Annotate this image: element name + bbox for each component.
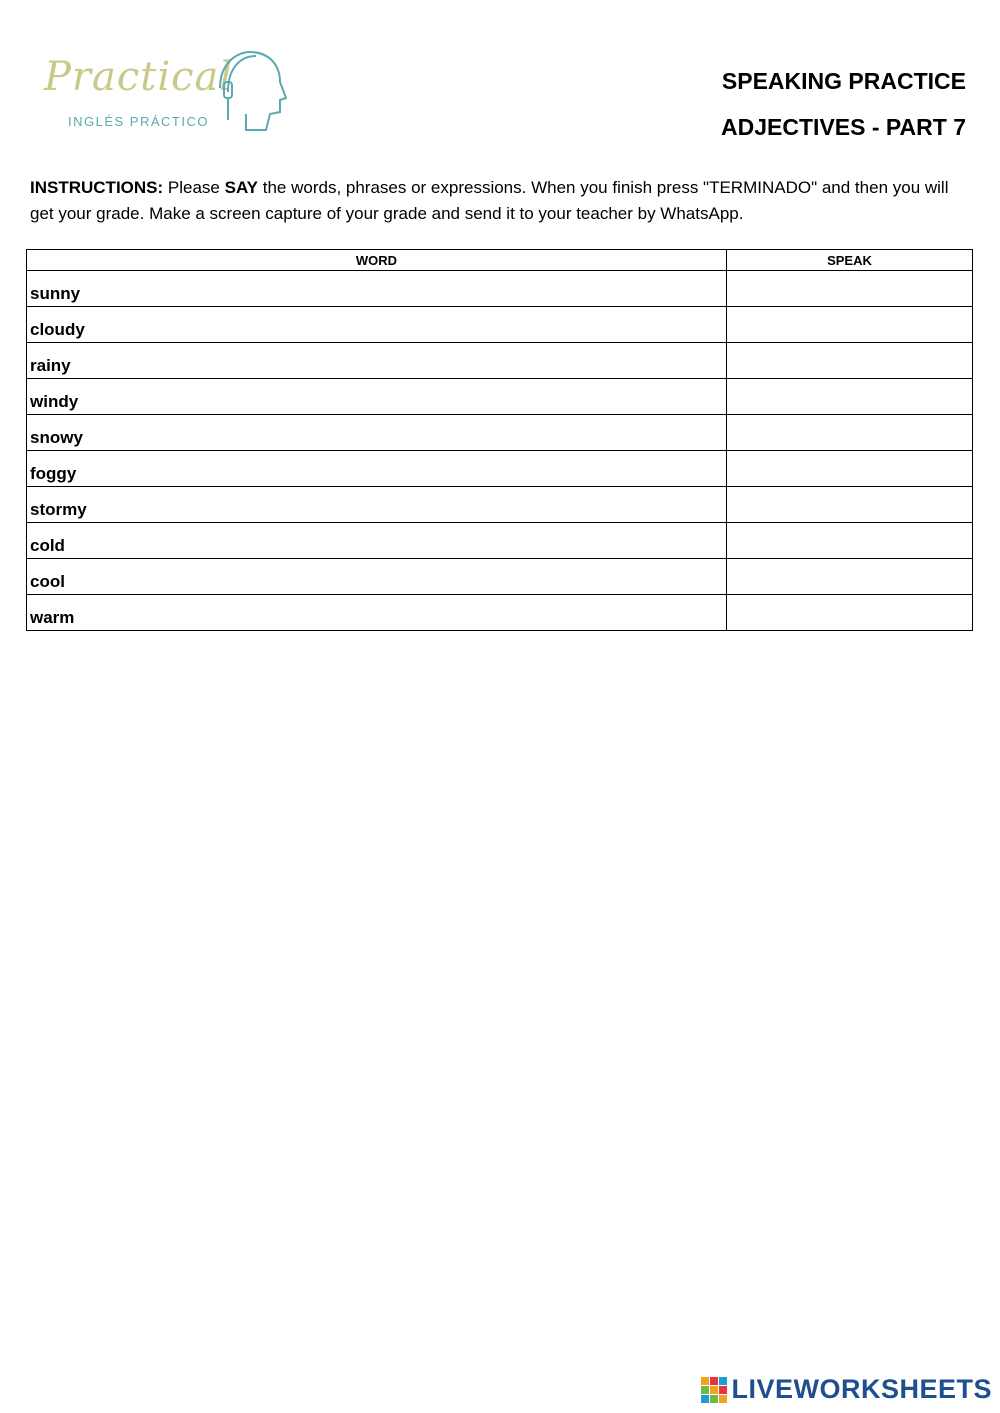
speak-button[interactable]: [727, 487, 973, 523]
header-word: WORD: [27, 250, 727, 271]
word-cell: warm: [27, 595, 727, 631]
word-table: [26, 249, 973, 631]
table-row: [27, 379, 973, 415]
speak-button[interactable]: [727, 343, 973, 379]
speak-button[interactable]: [727, 307, 973, 343]
instructions-label: INSTRUCTIONS:: [30, 178, 164, 197]
liveworksheets-brand-text: LIVEWORKSHEETS: [731, 1374, 992, 1404]
table-header-row: [27, 250, 973, 271]
speak-button[interactable]: [727, 595, 973, 631]
logo-script-text: Practical: [44, 54, 234, 100]
speak-button[interactable]: [727, 451, 973, 487]
logo-subtitle: INGLÉS PRÁCTICO: [68, 114, 209, 129]
header: [721, 58, 966, 150]
table-row: [27, 487, 973, 523]
instructions-text-after: the words, phrases or expressions. When you finish press "TERMINADO" and then you will get your grade. Make a screen capture of your grade and send it to your teacher by WhatsApp.: [30, 178, 949, 223]
word-cell: foggy: [27, 451, 727, 487]
word-cell: snowy: [27, 415, 727, 451]
instructions-text-before: Please: [163, 178, 225, 197]
speak-button[interactable]: [727, 379, 973, 415]
table-row: [27, 415, 973, 451]
word-cell: cool: [27, 559, 727, 595]
table-row: [27, 343, 973, 379]
table-row: [27, 271, 973, 307]
word-cell: cold: [27, 523, 727, 559]
table-row: [27, 595, 973, 631]
table-row: [27, 523, 973, 559]
word-cell: windy: [27, 379, 727, 415]
word-cell: cloudy: [27, 307, 727, 343]
table-row: [27, 307, 973, 343]
word-cell: sunny: [27, 271, 727, 307]
word-cell: stormy: [27, 487, 727, 523]
word-cell: rainy: [27, 343, 727, 379]
table-row: [27, 451, 973, 487]
speak-button[interactable]: [727, 559, 973, 595]
speak-button[interactable]: [727, 271, 973, 307]
speak-button[interactable]: [727, 523, 973, 559]
instructions: [30, 175, 975, 227]
liveworksheets-logo-icon: [701, 1377, 727, 1403]
instructions-emphasis: SAY: [224, 178, 259, 197]
page-title: SPEAKING PRACTICE: [721, 68, 966, 94]
practical-logo: [42, 48, 287, 138]
speak-button[interactable]: [727, 415, 973, 451]
page-subtitle: ADJECTIVES - PART 7: [721, 114, 966, 140]
liveworksheets-brand: [701, 1374, 992, 1405]
table-row: [27, 559, 973, 595]
header-speak: SPEAK: [727, 250, 973, 271]
